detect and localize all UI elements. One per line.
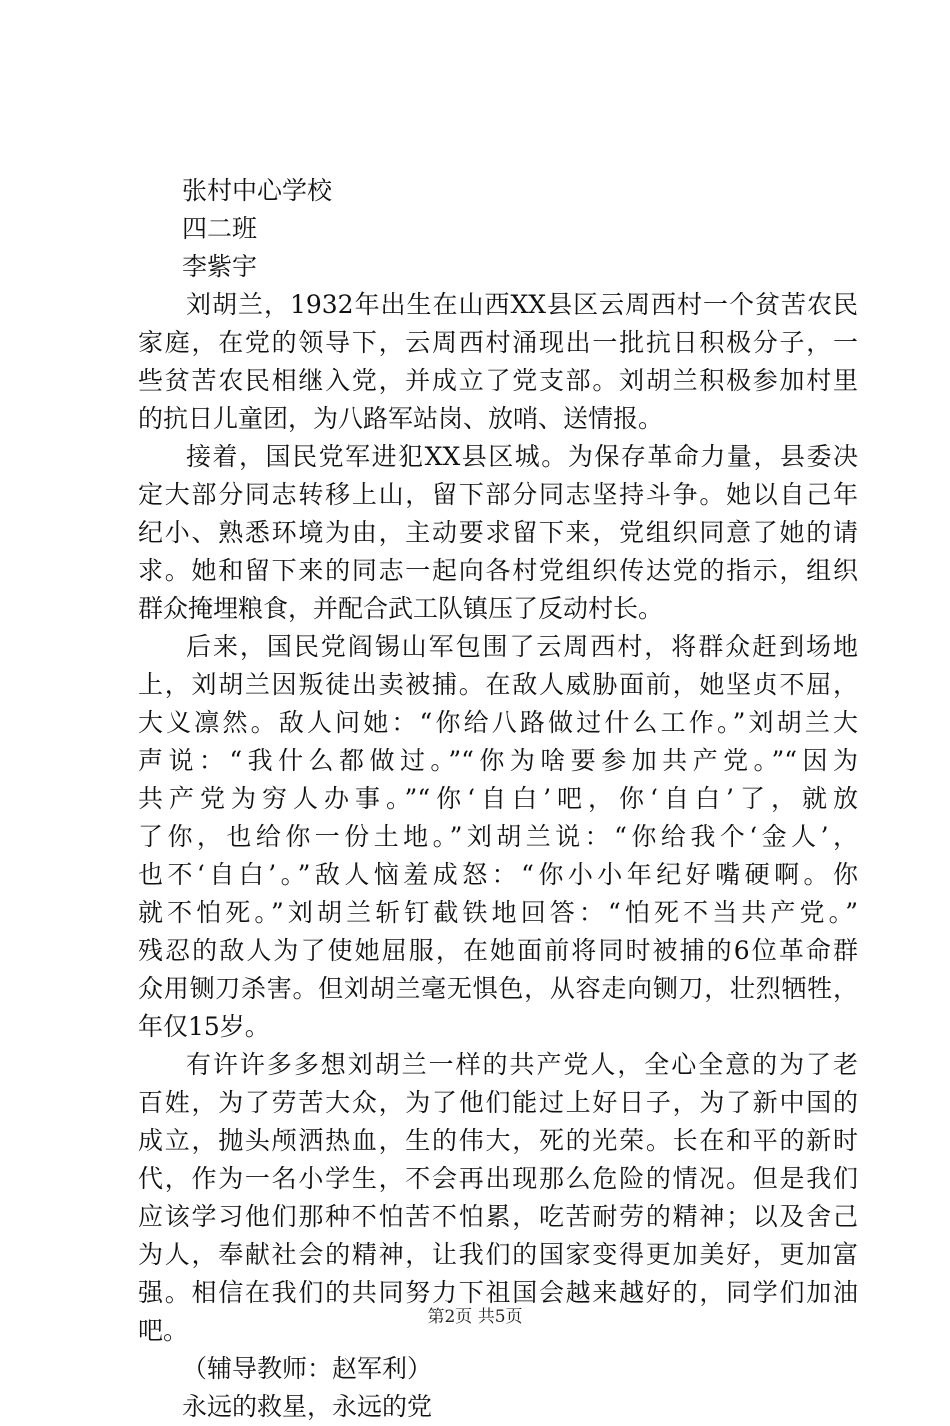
text-line: 残忍的敌人为了使她屈服，在她面前将同时被捕的6位革命群 [138, 936, 858, 965]
text-line: 百姓，为了劳苦大众，为了他们能过上好日子，为了新中国的 [138, 1088, 858, 1117]
document-body [138, 172, 858, 1426]
paragraph-3 [138, 628, 858, 1046]
text-line: 的抗日儿童团，为八路军站岗、放哨、送情报。 [138, 404, 664, 433]
text-line: 成立，抛头颅洒热血，生的伟大，死的光荣。长在和平的新时 [138, 1126, 858, 1155]
text-line: 共产党为穷人办事。”“你‘自白’吧，你‘自白’了，就放 [138, 784, 858, 813]
text-line: 些贫苦农民相继入党，并成立了党支部。刘胡兰积极参加村里 [138, 366, 858, 395]
class-name: 四二班 [182, 214, 258, 243]
text-line: 纪小、熟悉环境为由，主动要求留下来，党组织同意了她的请 [138, 518, 858, 547]
author-name: 李紫宇 [182, 252, 258, 281]
text-line: 吧。 [138, 1316, 189, 1345]
text-line: 代，作为一名小学生，不会再出现那么危险的情况。但是我们 [138, 1164, 858, 1193]
text-line: 年仅15岁。 [138, 1012, 270, 1041]
text-line: 刘胡兰，1932年出生在山西XX县区云周西村一个贫苦农民 [186, 290, 858, 319]
paragraph-2 [138, 438, 858, 628]
text-line: 家庭，在党的领导下，云周西村涌现出一批抗日积极分子，一 [138, 328, 858, 357]
school-name: 张村中心学校 [182, 176, 333, 205]
text-line: 为人，奉献社会的精神，让我们的国家变得更加美好，更加富 [138, 1240, 858, 1269]
text-line: 接着，国民党军进犯XX县区城。为保存革命力量，县委决 [186, 442, 858, 471]
paragraph-1 [138, 286, 858, 438]
page-number: 第2页 共5页 [427, 1307, 523, 1327]
text-line: 有许许多多想刘胡兰一样的共产党人，全心全意的为了老 [186, 1050, 858, 1079]
text-line: 后来，国民党阎锡山军包围了云周西村，将群众赶到场地 [186, 632, 858, 661]
text-line: 众用铡刀杀害。但刘胡兰毫无惧色，从容走向铡刀，壮烈牺牲， [138, 974, 858, 1003]
text-line: 声说：“我什么都做过。”“你为啥要参加共产党。”“因为 [138, 746, 858, 775]
text-line: 求。她和留下来的同志一起向各村党组织传达党的指示，组织 [138, 556, 858, 585]
text-line: 了你，也给你一份土地。”刘胡兰说：“你给我个‘金人’， [138, 822, 858, 851]
text-line: 强。相信在我们的共同努力下祖国会越来越好的，同学们加油 [138, 1278, 858, 1307]
text-line: 群众掩埋粮食，并配合武工队镇压了反动村长。 [138, 594, 664, 623]
text-line: 也不‘自白’。”敌人恼羞成怒：“你小小年纪好嘴硬啊。你 [138, 860, 858, 889]
text-line: 大义凛然。敌人问她：“你给八路做过什么工作。”刘胡兰大 [138, 708, 858, 737]
teacher-credit: （辅导教师：赵军利） [182, 1354, 433, 1383]
closing-title: 永远的救星，永远的党 [182, 1392, 433, 1421]
text-line: 定大部分同志转移上山，留下部分同志坚持斗争。她以自己年 [138, 480, 858, 509]
text-line: 就不怕死。”刘胡兰斩钉截铁地回答：“怕死不当共产党。” [138, 898, 858, 927]
text-line: 上，刘胡兰因叛徒出卖被捕。在敌人威胁面前，她坚贞不屈， [138, 670, 858, 699]
text-line: 应该学习他们那种不怕苦不怕累，吃苦耐劳的精神；以及舍己 [138, 1202, 858, 1231]
